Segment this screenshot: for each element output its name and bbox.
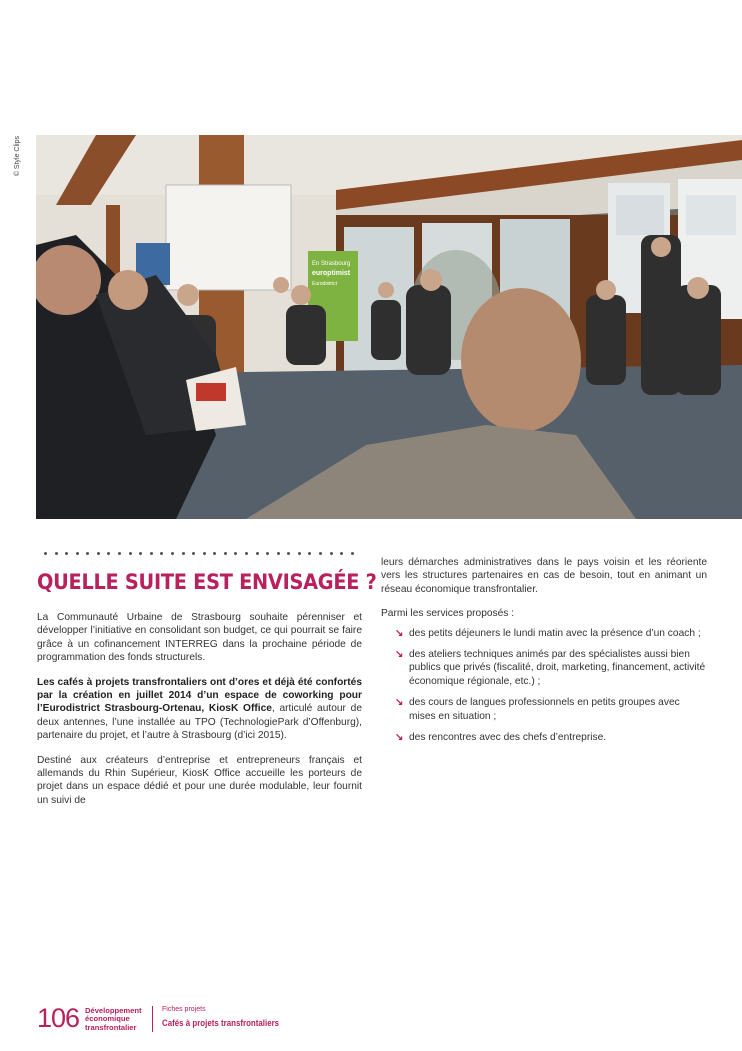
paragraph-coworking [37,676,362,743]
right-column [381,556,707,752]
footer-divider [152,1006,153,1032]
paragraph-kiosk-office: Destiné aux créateurs d’entreprise et entrepreneurs français et allemands du Rhin Supérieur, KiosK Office accueille les porteurs de projet dans un espace dédié et pour une durée modulable, leur fournit un suivi de [37,754,362,806]
banner-text-1: En Strasbourg [312,261,351,267]
paragraph-coworking-bold: Les cafés à projets transfrontaliers ont d’ores et déjà été confortés par la création en juillet 2014 d’un espace de coworking pour l’Eurodistrict Strasbourg-Ortenau, KiosK Office [37,676,362,715]
page-number: 106 [37,1003,80,1033]
dotted-separator [44,552,354,558]
footer-section-label: Développement économique transfrontalier [85,1006,142,1032]
meeting-photo [36,135,742,519]
services-intro: Parmi les services proposés : [381,608,515,620]
paragraph-coworking-rest: , articulé autour de deux antennes, l’une installée au TPO (TechnologiePark d’Offenburg), partenaire du projet, et l’autre à Strasbourg (d’ici 2015). [37,703,362,742]
list-item: ↘ des rencontres avec des chefs d’entreprise. [395,732,607,744]
list-item: ↘ des ateliers techniques animés par des spécialistes aussi bien publics que privés (fiscalité, droit, marketing, financement, activité économique régionale, etc.) ; [395,649,706,687]
paragraph-continuation: leurs démarches administratives dans le pays voisin et les réoriente vers les structures partenaires en cas de besoin, tout en animant un réseau économique transfrontalier. [381,557,707,595]
banner-text-3: Eurodistrict [312,281,338,287]
banner-text-2: europtimist [312,270,351,277]
arrow-icon: ↘ [395,627,404,639]
footer-fiche-label: Fiches projets [162,1006,206,1013]
list-item: ↘ des petits déjeuners le lundi matin avec la présence d’un coach ; [395,627,701,639]
arrow-icon: ↘ [395,697,404,709]
list-item: ↘ des cours de langues professionnels en petits groupes avec mises en situation ; [395,697,680,722]
photo-credit: © Style Clips [14,136,21,177]
footer-fiche-title: Cafés à projets transfrontaliers [162,1018,280,1028]
left-column [37,611,362,818]
section-heading: QUELLE SUITE EST ENVISAGÉE ? [37,570,377,594]
arrow-icon: ↘ [395,649,404,661]
services-list [381,627,707,745]
arrow-icon: ↘ [395,732,404,744]
paragraph-intro: La Communauté Urbaine de Strasbourg souhaite pérenniser et développer l’initiative en consolidant son budget, ce qui pourrait se faire grâce à un cofinancement INTERREG dans la prochaine période de programmation des fonds structurels. [37,612,362,664]
